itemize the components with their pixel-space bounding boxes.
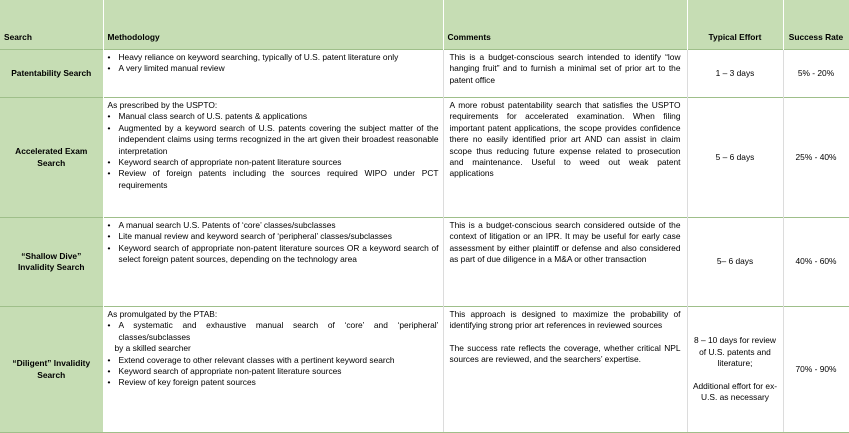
header-success-rate: Success Rate	[783, 0, 849, 50]
search-type-cell: Patentability Search	[0, 50, 103, 98]
methodology-list	[108, 355, 439, 389]
methodology-item: • Augmented by a keyword search of U.S. patents covering the subject matter of the independent claims using terms recognized in the art given their broadest reasonable interpretation	[108, 123, 439, 157]
spacer	[692, 370, 779, 381]
table-row	[0, 218, 849, 307]
methodology-item: • A manual search U.S. Patents of ‘core’ classes/subclasses	[108, 220, 439, 231]
methodology-item: • Heavy reliance on keyword searching, typically of U.S. patent literature only	[108, 52, 439, 63]
search-type-cell: “Diligent” Invalidity Search	[0, 307, 103, 433]
comments-cell	[443, 50, 687, 98]
typical-effort-cell: 1 – 3 days	[687, 50, 783, 98]
methodology-item: • Keyword search of appropriate non-patent literature sources OR a keyword search of select foreign patent sources, depending on the technology area	[108, 243, 439, 266]
comment-text: A more robust patentability search that satisfies the USPTO requirements for accelerated examination. When filing important patent applications, the scope provides confidence there no easily identified prior art AND can assist in claim scope thus reducing future expense related to prosecution and maintenance. Useful to weed out weak patent applications	[449, 100, 681, 179]
table-row	[0, 50, 849, 98]
header-search: Search	[0, 0, 103, 50]
methodology-intro: As prescribed by the USPTO:	[107, 100, 218, 110]
comments-cell	[443, 218, 687, 307]
success-rate-cell: 5% - 20%	[783, 50, 849, 98]
methodology-cell	[103, 307, 443, 433]
search-type-cell: Accelerated Exam Search	[0, 98, 103, 218]
methodology-item: • A very limited manual review	[108, 63, 439, 74]
comment-text: This is a budget-conscious search intended to identify “low hanging fruit” and to furnish a minimal set of prior art to the patent office	[449, 52, 681, 85]
methodology-list	[108, 52, 439, 75]
methodology-cell	[103, 98, 443, 218]
success-rate-cell: 70% - 90%	[783, 307, 849, 433]
methodology-item: • Review of foreign patents including the sources required WIPO under PCT requirements	[108, 168, 439, 191]
methodology-list	[108, 220, 439, 266]
header-row	[0, 0, 849, 50]
methodology-list	[108, 320, 439, 343]
methodology-list	[108, 111, 439, 191]
header-comments: Comments	[443, 0, 687, 50]
effort-primary: 8 – 10 days for review of U.S. patents and literature;	[694, 335, 776, 369]
methodology-item: • Keyword search of appropriate non-patent literature sources	[108, 366, 439, 377]
table-row	[0, 98, 849, 218]
comment-text: This is a budget-conscious search considered outside of the context of litigation or an IPR. It may be useful for early case assessment by either plaintiff or defense and also considered as part of due diligence in a M&A or other transaction	[449, 220, 681, 265]
comment-text: The success rate reflects the coverage, whether critical NPL sources are reviewed, and the searchers’ expertise.	[449, 342, 681, 365]
methodology-item: • Keyword search of appropriate non-patent literature sources	[108, 157, 439, 168]
methodology-note: by a skilled searcher	[114, 343, 191, 354]
methodology-cell	[103, 218, 443, 307]
typical-effort-cell: 5 – 6 days	[687, 98, 783, 218]
spacer	[450, 332, 681, 343]
success-rate-cell: 40% - 60%	[783, 218, 849, 307]
comments-cell	[443, 307, 687, 433]
typical-effort-cell	[687, 307, 783, 433]
typical-effort-cell: 5– 6 days	[687, 218, 783, 307]
methodology-item: • Manual class search of U.S. patents & applications	[108, 111, 439, 122]
methodology-item: • Review of key foreign patent sources	[108, 377, 439, 388]
methodology-intro: As promulgated by the PTAB:	[107, 309, 218, 319]
header-methodology: Methodology	[103, 0, 443, 50]
table-row	[0, 307, 849, 433]
success-rate-cell: 25% - 40%	[783, 98, 849, 218]
methodology-cell	[103, 50, 443, 98]
effort-additional: Additional effort for ex-U.S. as necessary	[692, 380, 778, 403]
comment-text: This approach is designed to maximize the probability of identifying strong prior art references in reviewed sources	[449, 309, 681, 331]
methodology-item: • Extend coverage to other relevant classes with a pertinent keyword search	[108, 355, 439, 366]
search-type-cell: “Shallow Dive” Invalidity Search	[0, 218, 103, 307]
header-typical-effort: Typical Effort	[687, 0, 783, 50]
comments-cell	[443, 98, 687, 218]
methodology-item: • Lite manual review and keyword search of ‘peripheral’ classes/subclasses	[108, 231, 439, 242]
methodology-item: • A systematic and exhaustive manual search of ‘core’ and ‘peripheral’ classes/subclasses	[108, 320, 439, 343]
